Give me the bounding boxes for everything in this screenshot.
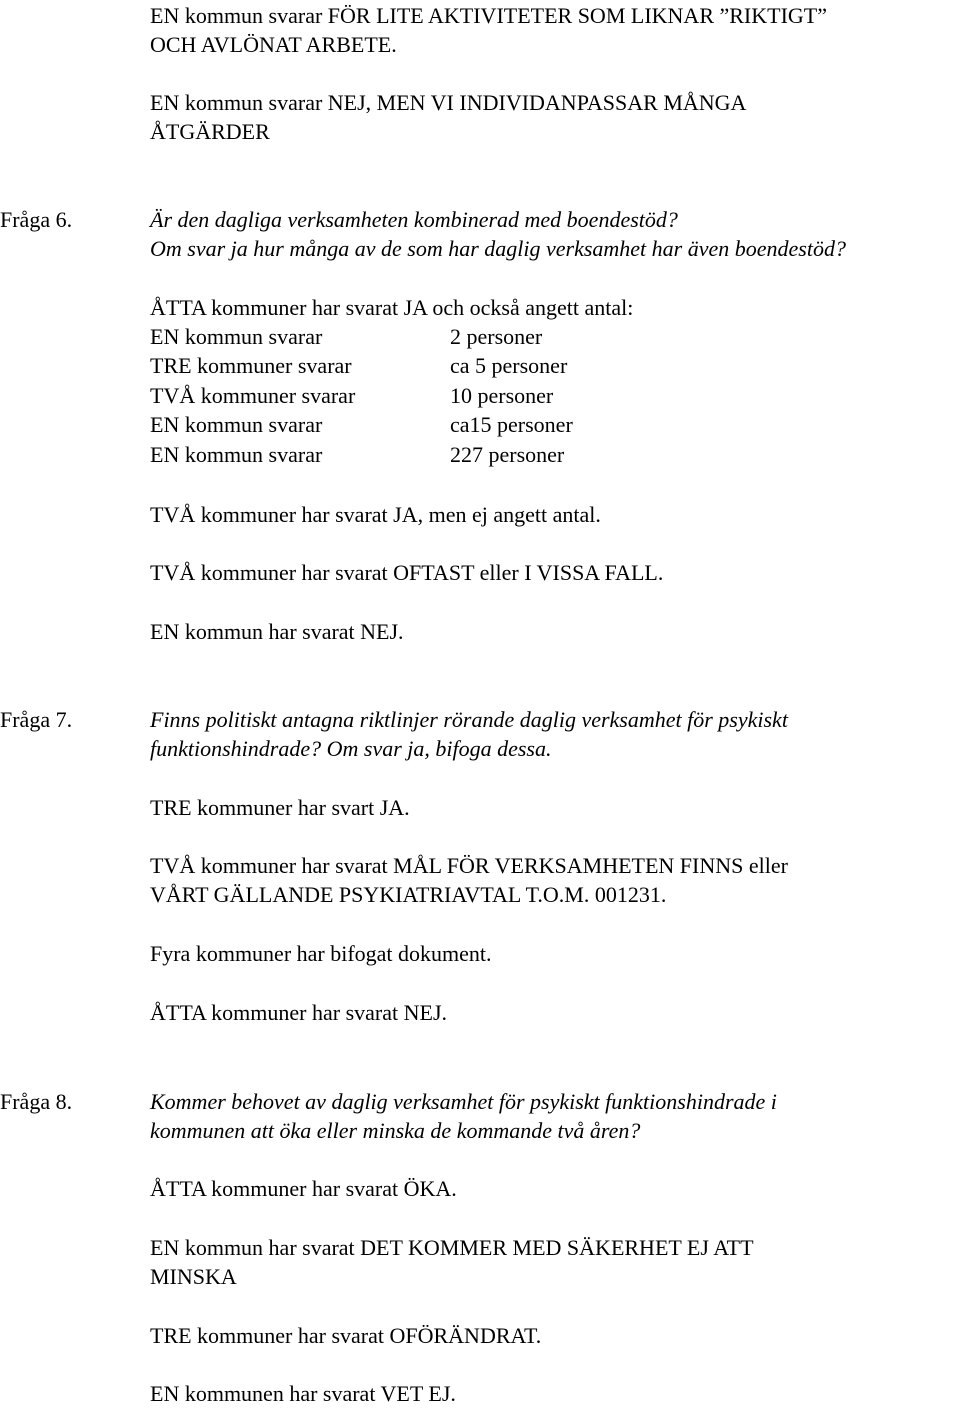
- question-7-answer-goal-line-2: VÅRT GÄLLANDE PSYKIATRIAVTAL T.O.M. 001231.: [150, 882, 667, 907]
- question-6-text-line-1: Är den dagliga verksamheten kombinerad med boendestöd?: [150, 207, 678, 232]
- answer-row-count: 10 personer: [450, 383, 554, 408]
- question-6-answer-often: TVÅ kommuner har svarat OFTAST eller I VISSA FALL.: [150, 560, 664, 585]
- question-8-answer-unknown: EN kommunen har svarat VET EJ.: [150, 1381, 456, 1406]
- answer-row-who: TRE kommuner svarar: [150, 353, 352, 378]
- question-7-answer-attached: Fyra kommuner har bifogat dokument.: [150, 941, 492, 966]
- intro-answer-2-line-1: EN kommun svarar NEJ, MEN VI INDIVIDANPASSAR MÅNGA: [150, 90, 747, 115]
- intro-answer-1-line-2: OCH AVLÖNAT ARBETE.: [150, 32, 397, 57]
- intro-answer-1-line-1: EN kommun svarar FÖR LITE AKTIVITETER SOM LIKNAR ”RIKTIGT”: [150, 3, 827, 28]
- answer-row-count: ca15 personer: [450, 412, 573, 437]
- question-7-text-line-2: funktionshindrade? Om svar ja, bifoga dessa.: [150, 736, 552, 761]
- question-6-label: Fråga 6.: [0, 207, 73, 232]
- answer-row-count: 2 personer: [450, 324, 543, 349]
- question-8-answer-unchanged: TRE kommuner har svarat OFÖRÄNDRAT.: [150, 1323, 542, 1348]
- question-6-answer-heading: ÅTTA kommuner har svarat JA och också angett antal:: [150, 295, 634, 320]
- question-6-text-line-2: Om svar ja hur många av de som har daglig verksamhet har även boendestöd?: [150, 236, 846, 261]
- question-7-answer-no: ÅTTA kommuner har svarat NEJ.: [150, 1000, 447, 1025]
- question-8-text-line-1: Kommer behovet av daglig verksamhet för psykiskt funktionshindrade i: [150, 1089, 777, 1114]
- question-8-label: Fråga 8.: [0, 1089, 73, 1114]
- question-8-answer-increase: ÅTTA kommuner har svarat ÖKA.: [150, 1176, 457, 1201]
- answer-row-count: ca 5 personer: [450, 353, 568, 378]
- question-8-answer-certain-line-1: EN kommun har svarat DET KOMMER MED SÄKERHET EJ ATT: [150, 1235, 754, 1260]
- question-7-text-line-1: Finns politiskt antagna riktlinjer rörande daglig verksamhet för psykiskt: [150, 707, 788, 732]
- question-8-text-line-2: kommunen att öka eller minska de kommande två åren?: [150, 1118, 641, 1143]
- answer-row-who: EN kommun svarar: [150, 324, 323, 349]
- answer-row-who: TVÅ kommuner svarar: [150, 383, 356, 408]
- question-7-label: Fråga 7.: [0, 707, 73, 732]
- question-6-answer-no-count: TVÅ kommuner har svarat JA, men ej angett antal.: [150, 502, 601, 527]
- question-8-answer-certain-line-2: MINSKA: [150, 1264, 237, 1289]
- question-6-answer-no: EN kommun har svarat NEJ.: [150, 619, 404, 644]
- answer-row-who: EN kommun svarar: [150, 442, 323, 467]
- intro-answer-2-line-2: ÅTGÄRDER: [150, 119, 270, 144]
- question-7-answer-goal-line-1: TVÅ kommuner har svarat MÅL FÖR VERKSAMHETEN FINNS eller: [150, 853, 788, 878]
- answer-row-count: 227 personer: [450, 442, 565, 467]
- answer-row-who: EN kommun svarar: [150, 412, 323, 437]
- question-7-answer-yes: TRE kommuner har svart JA.: [150, 795, 410, 820]
